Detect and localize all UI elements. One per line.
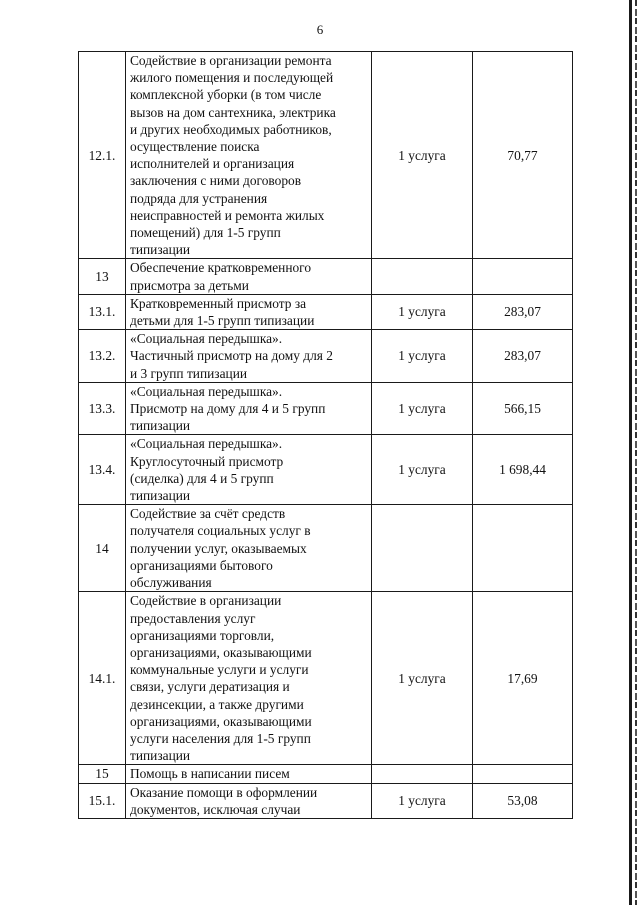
service-description [126, 330, 372, 383]
service-description [126, 382, 372, 435]
table-row [79, 783, 573, 818]
row-number: 13.1. [79, 294, 126, 329]
description-line: и 3 групп типизации [130, 365, 248, 381]
description-line: дезинсекции, а также другими [130, 696, 304, 712]
description-line: организациями, оказывающими [130, 713, 312, 729]
description-line: организациями, оказывающими [130, 644, 312, 660]
service-unit [372, 765, 473, 783]
description-line: «Социальная передышка». [130, 436, 283, 452]
table-row [79, 294, 573, 329]
description-line: обслуживания [130, 575, 212, 591]
service-description [126, 505, 372, 592]
description-line: организациями торговли, [130, 627, 275, 643]
description-line: вызов на дом сантехника, электрика [130, 104, 336, 120]
service-unit: 1 услуга [372, 52, 473, 259]
service-description [126, 783, 372, 818]
description-line: Содействие в организации [130, 593, 282, 609]
service-unit [372, 505, 473, 592]
description-line: организациями бытового [130, 557, 273, 573]
description-line: исполнителей и организация [130, 156, 295, 172]
description-line: предоставления услуг [130, 610, 256, 626]
description-line: типизации [130, 242, 191, 258]
description-line: осуществление поиска [130, 139, 260, 155]
service-description [126, 52, 372, 259]
row-number: 15 [79, 765, 126, 783]
service-description [126, 592, 372, 765]
description-line: Оказание помощи в оформлении [130, 784, 318, 800]
row-number: 14 [79, 505, 126, 592]
description-line: услуги населения для 1-5 групп [130, 730, 311, 746]
description-line: присмотра за детьми [130, 277, 249, 293]
service-price [473, 259, 573, 294]
description-line: коммунальные услуги и услуги [130, 662, 309, 678]
description-line: Присмотр на дому для 4 и 5 групп [130, 401, 326, 417]
service-unit: 1 услуга [372, 294, 473, 329]
row-number: 13.2. [79, 330, 126, 383]
description-line: Помощь в написании писем [130, 766, 290, 782]
service-description [126, 435, 372, 505]
description-line: заключения с ними договоров [130, 173, 302, 189]
table-row [79, 435, 573, 505]
description-line: Частичный присмотр на дому для 2 [130, 348, 333, 364]
description-line: типизации [130, 418, 191, 434]
row-number: 13.4. [79, 435, 126, 505]
description-line: типизации [130, 488, 191, 504]
description-line: получателя социальных услуг в [130, 523, 311, 539]
row-number: 13 [79, 259, 126, 294]
description-line: неисправностей и ремонта жилых [130, 207, 325, 223]
description-line: помещений) для 1-5 групп [130, 225, 281, 241]
table-row [79, 52, 573, 259]
table-row [79, 259, 573, 294]
service-unit: 1 услуга [372, 382, 473, 435]
description-line: подряда для устранения [130, 190, 268, 206]
service-price [473, 765, 573, 783]
service-price: 283,07 [473, 294, 573, 329]
description-line: Содействие за счёт средств [130, 506, 286, 522]
row-number: 13.3. [79, 382, 126, 435]
service-price [473, 505, 573, 592]
description-line: типизации [130, 748, 191, 764]
description-line: Обеспечение кратковременного [130, 260, 312, 276]
description-line: Содействие в организации ремонта [130, 53, 332, 68]
tariff-table [78, 51, 573, 819]
scan-edge [629, 0, 640, 905]
service-description [126, 294, 372, 329]
description-line: Кратковременный присмотр за [130, 295, 307, 311]
description-line: «Социальная передышка». [130, 383, 283, 399]
service-price: 53,08 [473, 783, 573, 818]
service-unit: 1 услуга [372, 435, 473, 505]
description-line: Круглосуточный присмотр [130, 453, 284, 469]
description-line: получении услуг, оказываемых [130, 540, 307, 556]
table-row [79, 382, 573, 435]
description-line: связи, услуги дератизация и [130, 679, 290, 695]
description-line: «Социальная передышка». [130, 331, 283, 347]
table-row [79, 330, 573, 383]
row-number: 14.1. [79, 592, 126, 765]
description-line: жилого помещения и последующей [130, 70, 334, 86]
service-price: 566,15 [473, 382, 573, 435]
page-number: 6 [316, 22, 324, 37]
service-unit: 1 услуга [372, 330, 473, 383]
table-row [79, 505, 573, 592]
service-price: 70,77 [473, 52, 573, 259]
service-unit [372, 259, 473, 294]
tariff-table-body [79, 52, 573, 819]
service-unit: 1 услуга [372, 592, 473, 765]
service-price: 283,07 [473, 330, 573, 383]
service-price: 1 698,44 [473, 435, 573, 505]
description-line: комплексной уборки (в том числе [130, 87, 322, 103]
description-line: детьми для 1-5 групп типизации [130, 313, 315, 329]
service-description [126, 259, 372, 294]
row-number: 15.1. [79, 783, 126, 818]
description-line: и других необходимых работников, [130, 121, 332, 137]
description-line: документов, исключая случаи [130, 801, 301, 817]
service-price: 17,69 [473, 592, 573, 765]
row-number: 12.1. [79, 52, 126, 259]
table-row [79, 592, 573, 765]
description-line: (сиделка) для 4 и 5 групп [130, 470, 274, 486]
service-description [126, 765, 372, 783]
table-row [79, 765, 573, 783]
service-unit: 1 услуга [372, 783, 473, 818]
